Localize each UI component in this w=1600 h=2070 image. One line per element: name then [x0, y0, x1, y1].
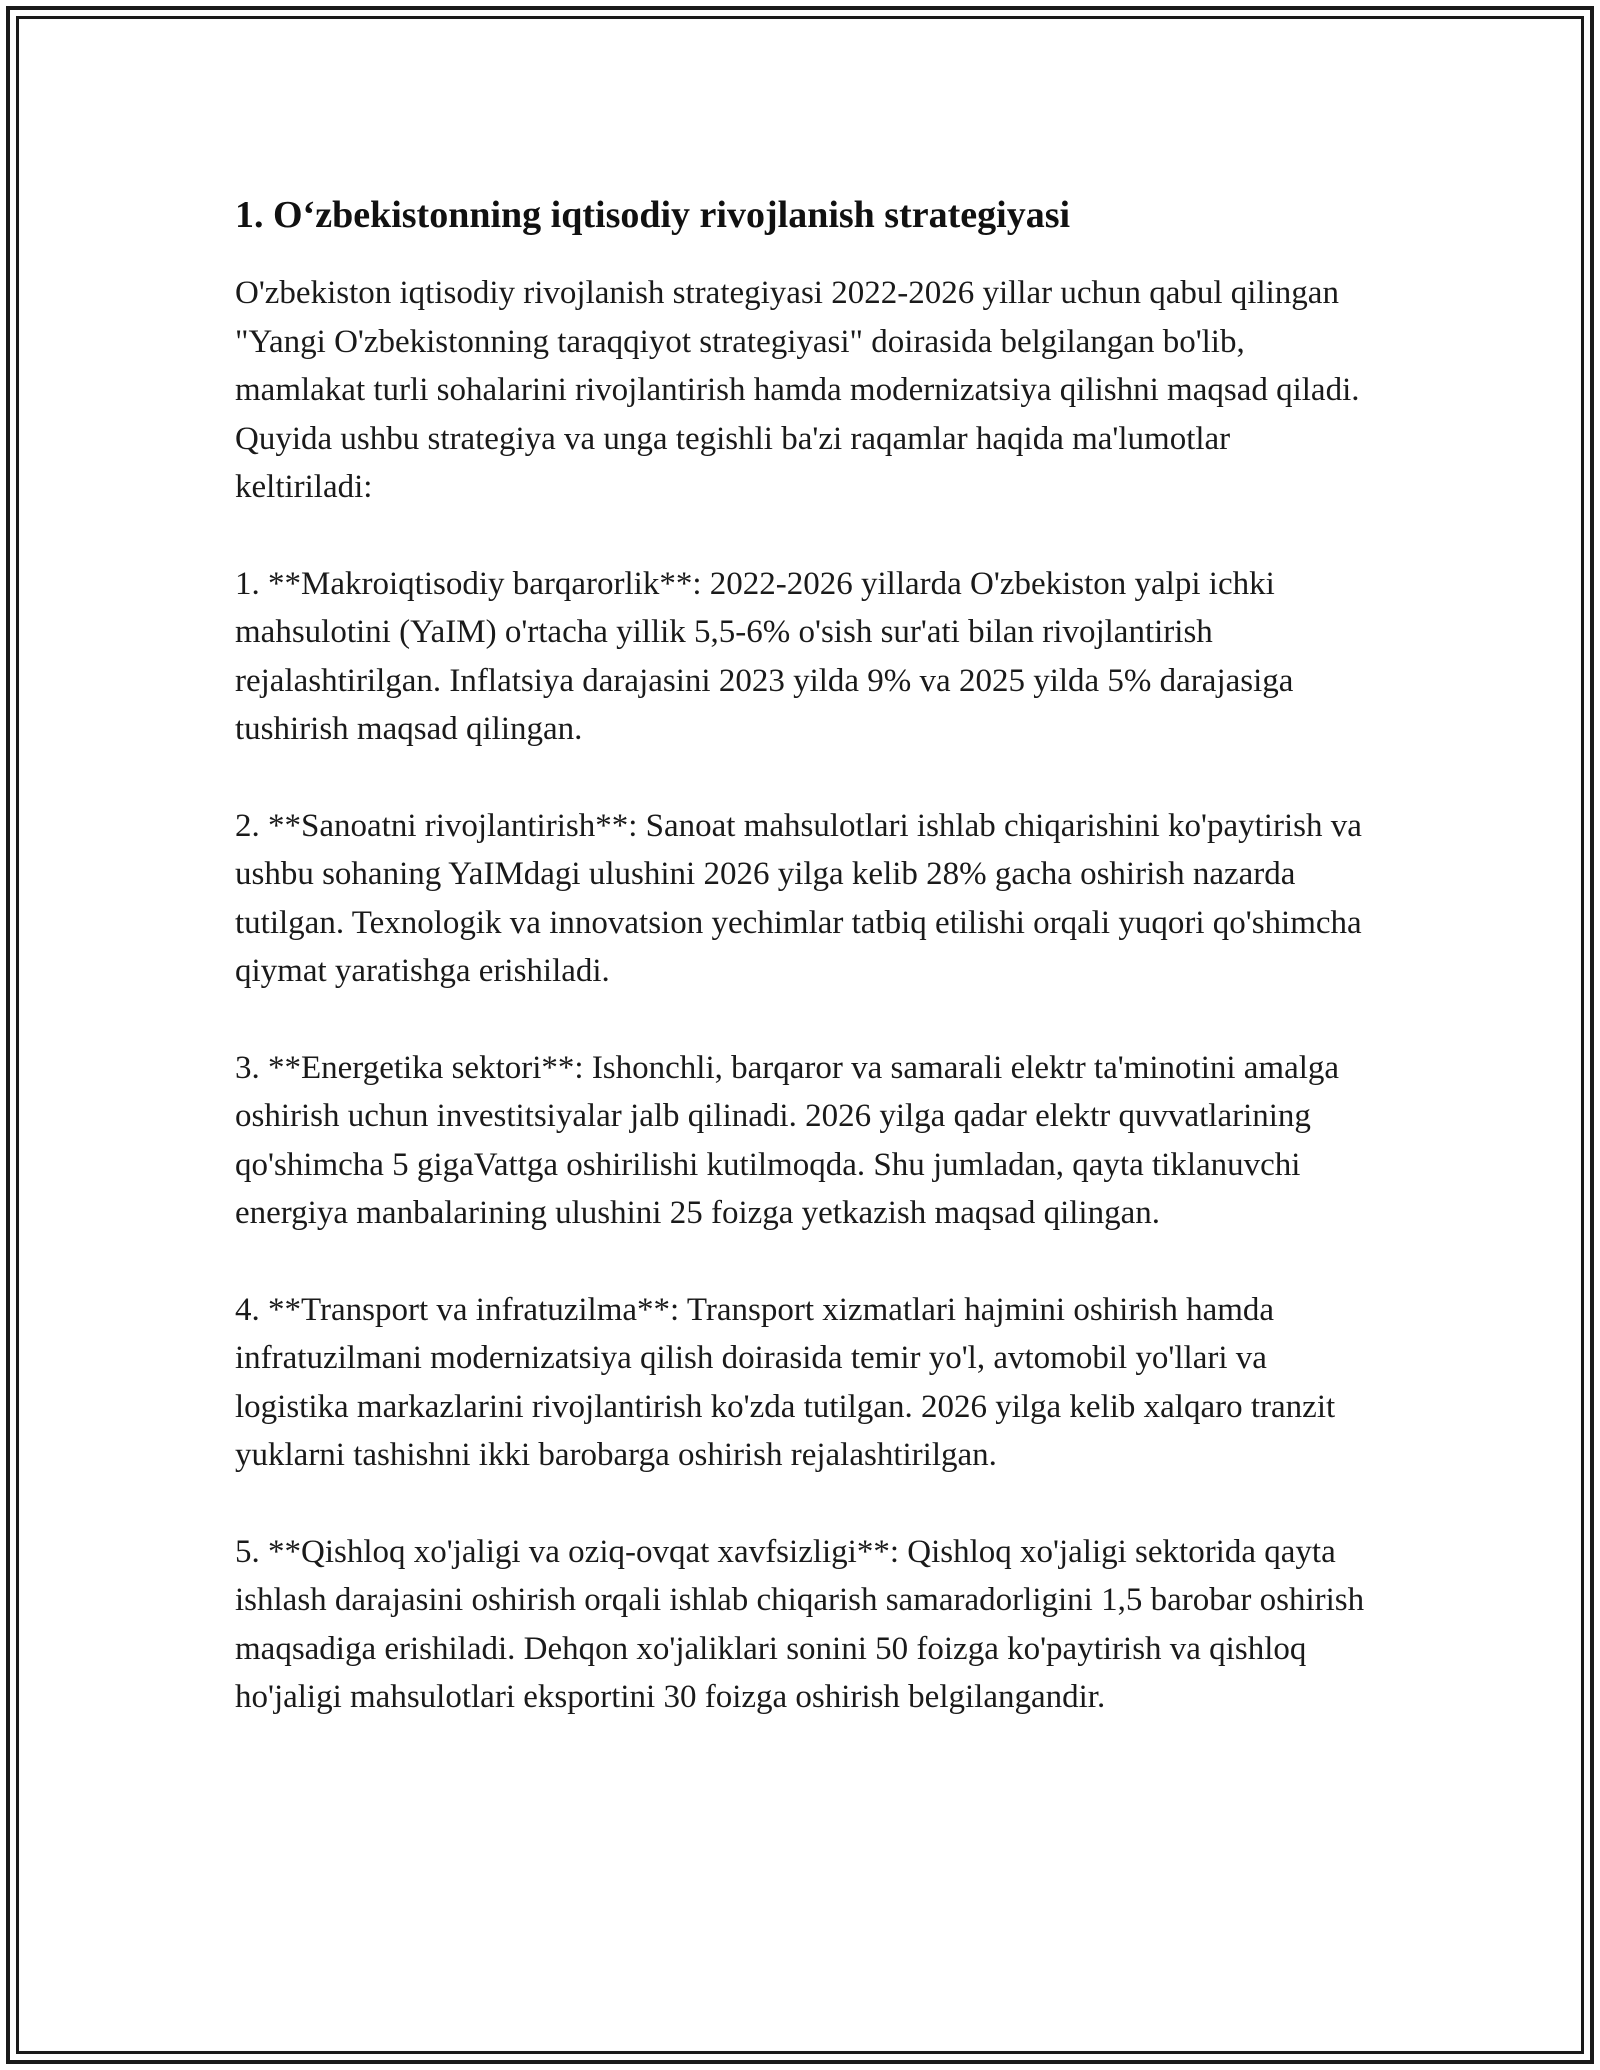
list-item-energy: 3. **Energetika sektori**: Ishonchli, barqaror va samarali elektr ta'minotini amalga oshirish uchun investitsiyalar jalb qilinadi. 2026 yilga qadar elektr quvvatlarining qo'shimcha 5 gigaVattga oshirilishi kutilmoqda. Shu jumladan, qayta tiklanuvchi energiya manbalarining ulushini 25 foizga yetkazish maqsad qilingan. [235, 1049, 1340, 1231]
document-body [235, 187, 1375, 1770]
list-item-macroeconomic: 1. **Makroiqtisodiy barqarorlik**: 2022-2026 yillarda O'zbekiston yalpi ichki mahsulotini (YaIM) o'rtacha yillik 5,5-6% o'sish sur'ati bilan rivojlantirish rejalashtirilgan. Inflatsiya darajasini 2023 yilda 9% va 2025 yilda 5% darajasiga tushirish maqsad qilingan. [235, 565, 1294, 747]
list-item-agriculture: 5. **Qishloq xo'jaligi va oziq-ovqat xavfsizligi**: Qishloq xo'jaligi sektorida qayta ishlash darajasini oshirish orqali ishlab chiqarish samaradorligini 1,5 barobar oshirish maqsadiga erishiladi. Dehqon xo'jaliklari sonini 50 foizga ko'paytirish va qishloq ho'jaligi mahsulotlari eksportini 30 foizga oshirish belgilangandir. [235, 1533, 1365, 1715]
intro-paragraph: O'zbekiston iqtisodiy rivojlanish strategiyasi 2022-2026 yillar uchun qabul qilingan "Yangi O'zbekistonning taraqqiyot strategiyasi" doirasida belgilangan bo'lib, mamlakat turli sohalarini rivojlantirish hamda modernizatsiya qilishni maqsad qiladi. Quyida ushbu strategiya va unga tegishli ba'zi raqamlar haqida ma'lumotlar keltiriladi: [235, 275, 1360, 505]
list-item-industry: 2. **Sanoatni rivojlantirish**: Sanoat mahsulotlari ishlab chiqarishini ko'paytirish va ushbu sohaning YaIMdagi ulushini 2026 yilga kelib 28% gacha oshirish nazarda tutilgan. Texnologik va innovatsion yechimlar tatbiq etilishi orqali yuqori qo'shimcha qiymat yaratishga erishiladi. [235, 807, 1362, 989]
document-title: 1. O‘zbekistonning iqtisodiy rivojlanish strategiyasi [235, 194, 1071, 236]
list-item-transport: 4. **Transport va infratuzilma**: Transport xizmatlari hajmini oshirish hamda infratuzilmani modernizatsiya qilish doirasida temir yo'l, avtomobil yo'llari va logistika markazlarini rivojlantirish ko'zda tutilgan. 2026 yilga kelib xalqaro tranzit yuklarni tashishni ikki barobarga oshirish rejalashtirilgan. [235, 1291, 1336, 1473]
